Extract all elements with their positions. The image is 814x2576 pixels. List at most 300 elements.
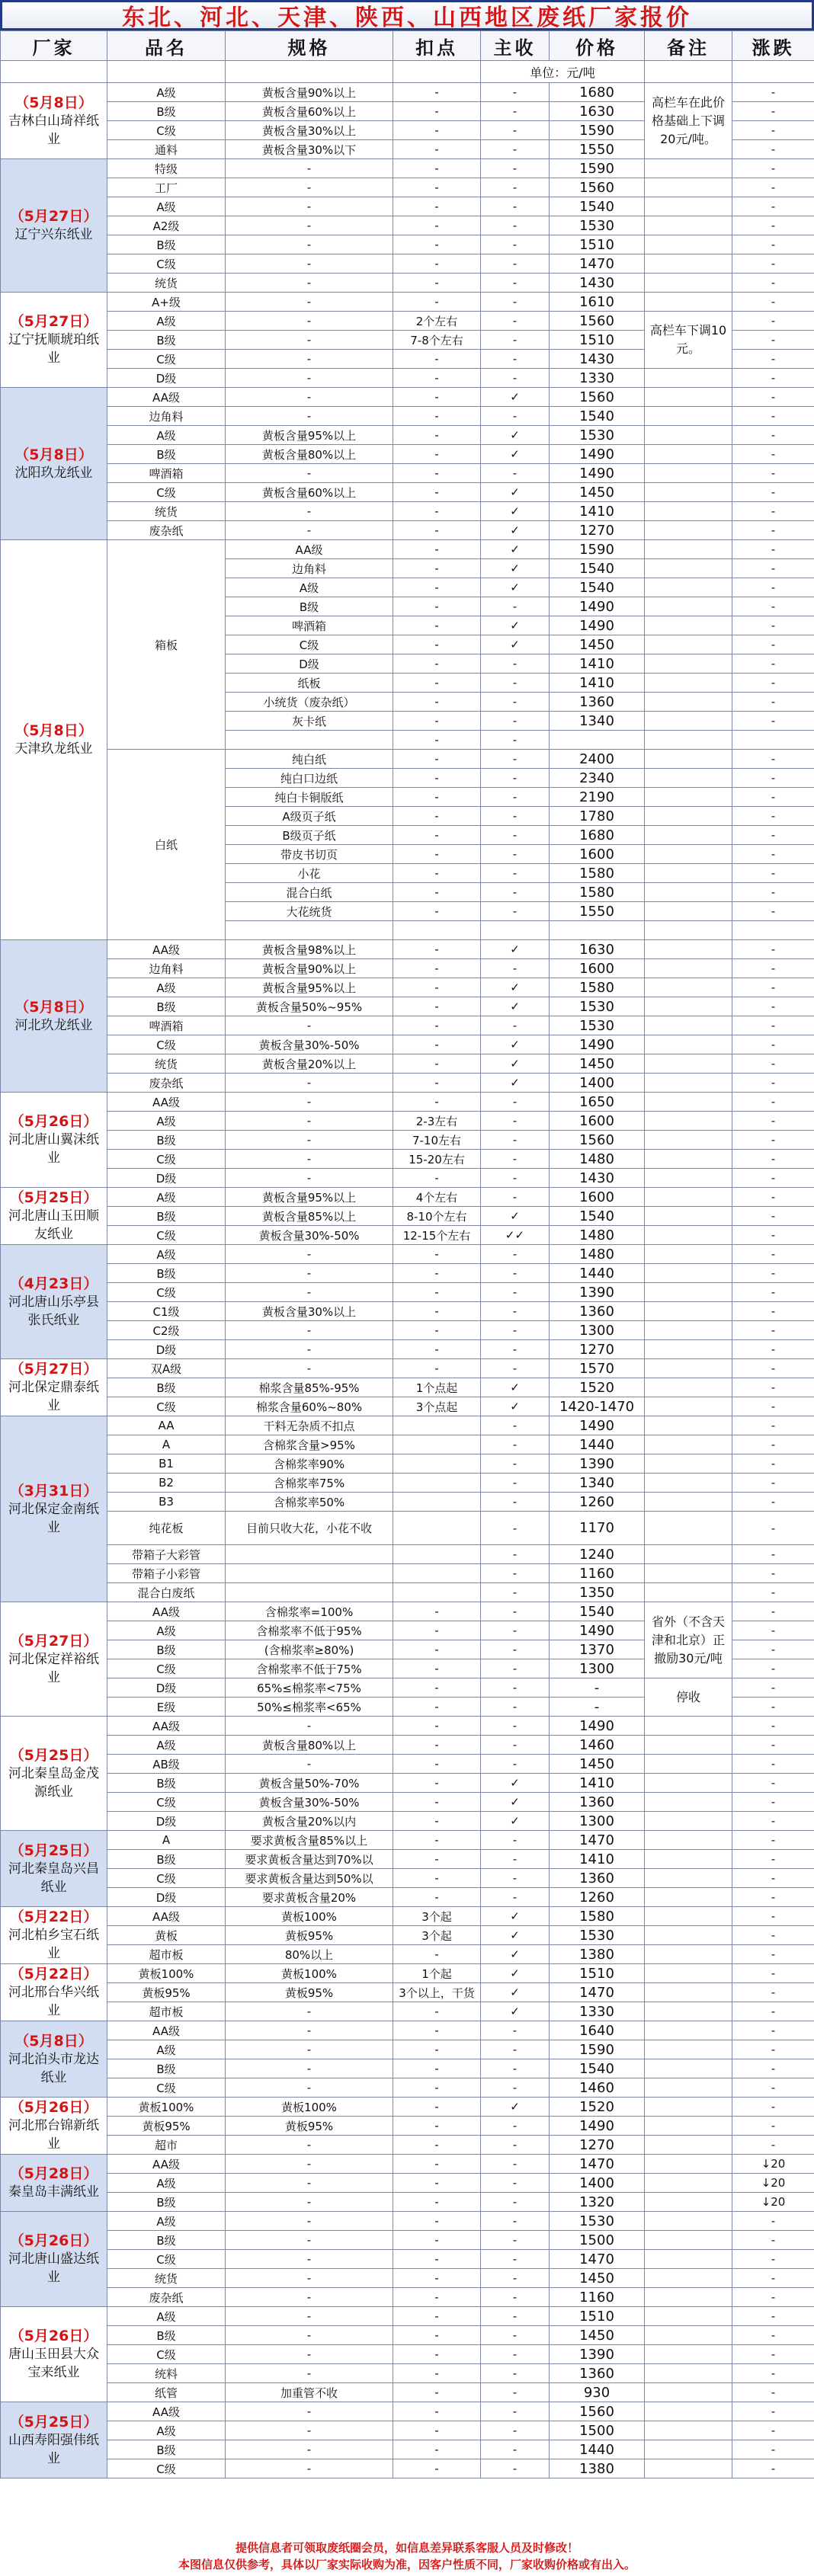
grade-cell: B级 — [107, 331, 226, 350]
change-cell: - — [732, 312, 814, 331]
grade-cell: A级页子纸 — [226, 807, 393, 826]
change-cell: - — [732, 1226, 814, 1245]
grade-cell: 废杂纸 — [107, 521, 226, 540]
change-cell: - — [732, 140, 814, 159]
deduct-cell: - — [393, 426, 481, 445]
change-cell: - — [732, 1207, 814, 1226]
deduct-cell: - — [393, 1621, 481, 1640]
table-row — [1, 2288, 814, 2307]
main-cell: - — [481, 2364, 550, 2383]
note-cell — [645, 978, 732, 997]
main-cell: - — [481, 654, 550, 674]
factory-cell — [1, 1831, 107, 1907]
price-cell: 1450 — [550, 2269, 645, 2288]
note-cell — [645, 1454, 732, 1474]
price-cell: 1490 — [550, 1717, 645, 1736]
factory-section — [1, 1907, 814, 1964]
spec-cell: - — [226, 2059, 393, 2078]
table-row — [1, 2117, 814, 2136]
grade-cell: A+级 — [107, 293, 226, 312]
note-cell — [645, 2002, 732, 2021]
price-cell: 1590 — [550, 540, 645, 559]
grade-cell: B1 — [107, 1454, 226, 1474]
main-cell: - — [481, 102, 550, 121]
price-cell: 1510 — [550, 331, 645, 350]
change-cell: - — [732, 750, 814, 769]
change-cell: - — [732, 2059, 814, 2078]
note-cell: 高栏车在此价格基础上下调20元/吨。 — [645, 83, 732, 159]
deduct-cell: - — [393, 1659, 481, 1678]
main-cell: ✓ — [481, 1964, 550, 1983]
deduct-cell: - — [393, 1698, 481, 1717]
table-row — [1, 1564, 814, 1583]
spec-cell: - — [226, 388, 393, 407]
change-cell: - — [732, 1359, 814, 1378]
grade-cell: 超市 — [107, 2136, 226, 2155]
price-cell: 1440 — [550, 1264, 645, 1283]
grade-cell: 统料 — [107, 2364, 226, 2383]
note-cell — [645, 1435, 732, 1454]
note-cell — [645, 293, 732, 312]
main-cell: - — [481, 2174, 550, 2193]
note-cell — [645, 2402, 732, 2421]
table-row — [1, 2098, 814, 2117]
table-row — [1, 2174, 814, 2193]
factory-section — [1, 1416, 814, 1602]
note-cell — [645, 2212, 732, 2231]
grade-cell: A级 — [107, 197, 226, 216]
spec-cell: - — [226, 2174, 393, 2193]
note-cell — [645, 883, 732, 902]
deduct-cell: - — [393, 1640, 481, 1659]
price-cell: 1260 — [550, 1493, 645, 1512]
note-cell: 停收 — [645, 1678, 732, 1717]
main-cell: - — [481, 883, 550, 902]
grade-cell: B级 — [107, 1640, 226, 1659]
main-cell: - — [481, 197, 550, 216]
deduct-cell: - — [393, 1945, 481, 1964]
table-row — [1, 1831, 814, 1850]
main-cell: - — [481, 1188, 550, 1207]
note-cell — [645, 1774, 732, 1793]
main-cell: - — [481, 597, 550, 616]
factory-date: （5月8日） — [14, 94, 93, 111]
price-cell: 1510 — [550, 1964, 645, 1983]
deduct-cell: - — [393, 83, 481, 102]
main-cell: - — [481, 1474, 550, 1493]
change-cell: - — [732, 350, 814, 369]
note-cell — [645, 2193, 732, 2212]
note-cell — [645, 2136, 732, 2155]
factory-cell — [1, 2098, 107, 2155]
spec-cell: 含棉浆率90% — [226, 1454, 393, 1474]
spec-cell: 黄板含量20%以内 — [226, 1812, 393, 1831]
change-cell: - — [732, 1474, 814, 1493]
main-cell: ✓ — [481, 1074, 550, 1093]
main-cell: - — [481, 826, 550, 845]
grade-cell: D级 — [107, 1812, 226, 1831]
change-cell: - — [732, 2345, 814, 2364]
factory-name: 河北柏乡宝石纸业 — [8, 1928, 99, 1961]
factory-date: （5月8日） — [14, 998, 93, 1016]
grade-cell: AA级 — [107, 940, 226, 959]
note-cell — [645, 616, 732, 635]
price-cell: 1560 — [550, 1131, 645, 1150]
note-cell — [645, 426, 732, 445]
deduct-cell: - — [393, 1869, 481, 1888]
price-cell: 1530 — [550, 2212, 645, 2231]
grade-cell: AA级 — [107, 2021, 226, 2040]
note-cell — [645, 1340, 732, 1359]
spec-cell: - — [226, 464, 393, 483]
price-cell: 1370 — [550, 1640, 645, 1659]
change-cell: - — [732, 369, 814, 388]
grade-cell: C级 — [107, 1397, 226, 1416]
deduct-cell: - — [393, 1302, 481, 1321]
grade-cell: A级 — [107, 2307, 226, 2326]
grade-cell: E级 — [107, 1698, 226, 1717]
price-cell: 1540 — [550, 2059, 645, 2078]
main-cell: - — [481, 2250, 550, 2269]
change-cell: - — [732, 1435, 814, 1454]
price-cell: 1450 — [550, 1054, 645, 1074]
change-cell: - — [732, 902, 814, 921]
note-cell — [645, 1245, 732, 1264]
price-cell: 1610 — [550, 293, 645, 312]
price-cell: 1450 — [550, 635, 645, 654]
deduct-cell: - — [393, 2040, 481, 2059]
change-cell: - — [732, 2078, 814, 2098]
main-cell: - — [481, 293, 550, 312]
table-row — [1, 2250, 814, 2269]
main-cell: ✓ — [481, 940, 550, 959]
change-cell: - — [732, 2383, 814, 2402]
factory-cell — [1, 1602, 107, 1717]
note-cell — [645, 845, 732, 864]
table-row — [1, 1074, 814, 1093]
change-cell: - — [732, 83, 814, 102]
table-row — [1, 2040, 814, 2059]
table-row — [1, 83, 814, 102]
change-cell: - — [732, 1169, 814, 1188]
deduct-cell: - — [393, 693, 481, 712]
deduct-cell: - — [393, 2117, 481, 2136]
price-cell: 1490 — [550, 1621, 645, 1640]
spec-cell: - — [226, 369, 393, 388]
change-cell: - — [732, 2307, 814, 2326]
factory-name: 辽宁抚顺琥珀纸业 — [8, 332, 99, 366]
price-cell: 1600 — [550, 959, 645, 978]
grade-cell: 黄板95% — [107, 1983, 226, 2002]
grade-cell: AA级 — [226, 540, 393, 559]
grade-cell: D级 — [107, 369, 226, 388]
grade-cell: AA级 — [107, 2402, 226, 2421]
factory-date: （4月23日） — [9, 1275, 98, 1292]
table-row — [1, 1793, 814, 1812]
change-cell: - — [732, 1112, 814, 1131]
price-cell: 1600 — [550, 1112, 645, 1131]
grade-cell: 纯花板 — [107, 1512, 226, 1545]
note-cell — [645, 445, 732, 464]
spec-cell: 黄板含量30%-50% — [226, 1793, 393, 1812]
table-row — [1, 1907, 814, 1926]
change-cell: - — [732, 1264, 814, 1283]
change-cell: - — [732, 1926, 814, 1945]
spec-cell: - — [226, 2326, 393, 2345]
price-cell: 1490 — [550, 1416, 645, 1435]
note-cell — [645, 2269, 732, 2288]
factory-date: （5月27日） — [9, 1361, 98, 1378]
grade-cell: B级 — [107, 2193, 226, 2212]
factory-name: 河北玖龙纸业 — [14, 1017, 93, 1033]
note-cell — [645, 2288, 732, 2307]
spec-cell: 要求黄板含量85%以上 — [226, 1831, 393, 1850]
note-cell — [645, 1150, 732, 1169]
grade-cell: 废杂纸 — [107, 1074, 226, 1093]
main-cell: ✓ — [481, 1793, 550, 1812]
main-cell: - — [481, 1564, 550, 1583]
change-cell: - — [732, 2288, 814, 2307]
deduct-cell: - — [393, 2231, 481, 2250]
change-cell: - — [732, 1397, 814, 1416]
spec-cell: - — [226, 312, 393, 331]
table-row — [1, 1435, 814, 1454]
table-row — [1, 540, 814, 559]
change-cell: - — [732, 2098, 814, 2117]
deduct-cell: 7-10左右 — [393, 1131, 481, 1150]
table-row — [1, 235, 814, 254]
change-cell: - — [732, 845, 814, 864]
change-cell: - — [732, 559, 814, 578]
factory-name: 唐山玉田县大众宝来纸业 — [8, 2347, 99, 2380]
factory-cell — [1, 83, 107, 159]
change-cell: ↓20 — [732, 2193, 814, 2212]
note-cell — [645, 369, 732, 388]
grade-cell: 统货 — [107, 2269, 226, 2288]
deduct-cell: - — [393, 2288, 481, 2307]
table-row — [1, 1493, 814, 1512]
change-cell: - — [732, 2002, 814, 2021]
main-cell: - — [481, 769, 550, 788]
deduct-cell: - — [393, 1850, 481, 1869]
deduct-cell: - — [393, 635, 481, 654]
main-cell: - — [481, 2421, 550, 2440]
spec-cell: - — [226, 293, 393, 312]
grade-cell: A2级 — [107, 216, 226, 235]
deduct-cell: - — [393, 807, 481, 826]
table-row — [1, 1602, 814, 1621]
factory-section — [1, 2098, 814, 2155]
price-cell: 1540 — [550, 407, 645, 426]
price-cell: 1400 — [550, 2174, 645, 2193]
main-cell: - — [481, 312, 550, 331]
main-cell: ✓ — [481, 559, 550, 578]
change-cell: - — [732, 1378, 814, 1397]
grade-cell: 黄板100% — [107, 1964, 226, 1983]
change-cell: - — [732, 1283, 814, 1302]
deduct-cell: - — [393, 1245, 481, 1264]
main-cell: - — [481, 464, 550, 483]
deduct-cell: - — [393, 654, 481, 674]
factory-section — [1, 2021, 814, 2098]
note-cell — [645, 2059, 732, 2078]
deduct-cell — [393, 1416, 481, 1435]
factory-section — [1, 540, 814, 940]
grade-cell: B级 — [107, 2059, 226, 2078]
main-cell: ✓ — [481, 2098, 550, 2117]
grade-cell: B2 — [107, 1474, 226, 1493]
main-cell: - — [481, 2231, 550, 2250]
grade-cell: 纸管 — [107, 2383, 226, 2402]
grade-cell: 统货 — [107, 502, 226, 521]
spec-cell: - — [226, 1359, 393, 1378]
note-cell — [645, 578, 732, 597]
spec-cell: - — [226, 2364, 393, 2383]
note-cell — [645, 1283, 732, 1302]
footer-line-2: 本图信息仅供参考，具体以厂家实际收购为准，因客户性质不同，厂家收购价格或有出入。 — [178, 2557, 636, 2571]
price-cell: 2190 — [550, 788, 645, 807]
price-cell: 1410 — [550, 502, 645, 521]
table-row — [1, 1454, 814, 1474]
deduct-cell: - — [393, 274, 481, 293]
note-cell — [645, 769, 732, 788]
header-change: 涨跌 — [732, 31, 814, 61]
spec-cell: - — [226, 1340, 393, 1359]
grade-cell: C级 — [107, 121, 226, 140]
table-row — [1, 388, 814, 407]
grade-cell: 纸板 — [226, 674, 393, 693]
table-row — [1, 2212, 814, 2231]
price-cell: - — [550, 1678, 645, 1698]
price-cell: 1560 — [550, 388, 645, 407]
deduct-cell: 15-20左右 — [393, 1150, 481, 1169]
main-cell: - — [481, 2078, 550, 2098]
price-cell: 2340 — [550, 769, 645, 788]
spec-cell: 黄板含量20%以上 — [226, 1054, 393, 1074]
grade-cell: C级 — [107, 1035, 226, 1054]
note-cell — [645, 464, 732, 483]
main-cell: ✓ — [481, 1812, 550, 1831]
change-cell: - — [732, 2021, 814, 2040]
main-cell: - — [481, 2345, 550, 2364]
spec-cell: 黄板100% — [226, 1907, 393, 1926]
note-cell — [645, 159, 732, 178]
deduct-cell: - — [393, 369, 481, 388]
change-cell: - — [732, 997, 814, 1016]
grade-cell: C级 — [226, 635, 393, 654]
deduct-cell: - — [393, 1717, 481, 1736]
main-cell: - — [481, 1340, 550, 1359]
price-cell: 1470 — [550, 254, 645, 274]
spec-cell: - — [226, 274, 393, 293]
price-cell: 1580 — [550, 883, 645, 902]
grade-cell: AA级 — [107, 1093, 226, 1112]
grade-cell: AA级 — [107, 1717, 226, 1736]
main-cell: - — [481, 2326, 550, 2345]
table-row — [1, 1264, 814, 1283]
change-cell: - — [732, 2326, 814, 2345]
deduct-cell: - — [393, 1755, 481, 1774]
deduct-cell: - — [393, 121, 481, 140]
main-cell: - — [481, 1736, 550, 1755]
factory-cell — [1, 2021, 107, 2098]
table-row — [1, 2383, 814, 2402]
note-cell — [645, 2174, 732, 2193]
table-row — [1, 1964, 814, 1983]
factory-cell — [1, 1717, 107, 1831]
main-cell: - — [481, 1283, 550, 1302]
main-cell: - — [481, 2212, 550, 2231]
price-cell: 1490 — [550, 597, 645, 616]
deduct-cell: - — [393, 197, 481, 216]
grade-cell: B级 — [107, 1774, 226, 1793]
note-cell — [645, 1869, 732, 1888]
change-cell: - — [732, 807, 814, 826]
change-cell: - — [732, 654, 814, 674]
price-cell: 930 — [550, 2383, 645, 2402]
spec-cell: - — [226, 1717, 393, 1736]
grade-cell — [226, 731, 393, 750]
deduct-cell: 1个点起 — [393, 1378, 481, 1397]
spec-cell: - — [226, 2307, 393, 2326]
change-cell: - — [732, 959, 814, 978]
price-cell: 1450 — [550, 2326, 645, 2345]
factory-name: 河北唐山盛达纸业 — [8, 2251, 99, 2285]
table-row — [1, 2326, 814, 2345]
grade-cell: C级 — [107, 2078, 226, 2098]
note-cell — [645, 1188, 732, 1207]
grade-cell: A级 — [226, 578, 393, 597]
table-row — [1, 483, 814, 502]
price-cell: 1780 — [550, 807, 645, 826]
table-row — [1, 369, 814, 388]
table-row — [1, 2459, 814, 2478]
change-cell: - — [732, 2250, 814, 2269]
change-cell: - — [732, 254, 814, 274]
change-cell: - — [732, 445, 814, 464]
table-row — [1, 426, 814, 445]
table-row — [1, 1397, 814, 1416]
deduct-cell: - — [393, 1736, 481, 1755]
main-cell: - — [481, 1454, 550, 1474]
deduct-cell: - — [393, 2002, 481, 2021]
factory-date: （5月26日） — [9, 1113, 98, 1130]
price-cell: 1340 — [550, 1474, 645, 1493]
main-cell: - — [481, 1302, 550, 1321]
main-cell: ✓ — [481, 1926, 550, 1945]
deduct-cell: - — [393, 578, 481, 597]
spec-cell: - — [226, 2212, 393, 2231]
main-cell: ✓ — [481, 1983, 550, 2002]
price-cell: 1460 — [550, 1736, 645, 1755]
grade-cell: AA级 — [107, 2155, 226, 2174]
deduct-cell: - — [393, 521, 481, 540]
header-factory: 厂家 — [1, 31, 107, 61]
main-cell: - — [481, 1602, 550, 1621]
deduct-cell: - — [393, 2383, 481, 2402]
main-cell: ✓ — [481, 1054, 550, 1074]
factory-date: （5月25日） — [9, 1189, 98, 1206]
table-row — [1, 274, 814, 293]
spec-cell — [226, 1545, 393, 1564]
main-cell: - — [481, 1621, 550, 1640]
grade-cell: 啤酒箱 — [226, 616, 393, 635]
table-row — [1, 2364, 814, 2383]
grade-cell: 啤酒箱 — [107, 1016, 226, 1035]
factory-date: （5月27日） — [9, 1632, 98, 1650]
header-spec: 规格 — [226, 31, 393, 61]
main-cell: - — [481, 788, 550, 807]
